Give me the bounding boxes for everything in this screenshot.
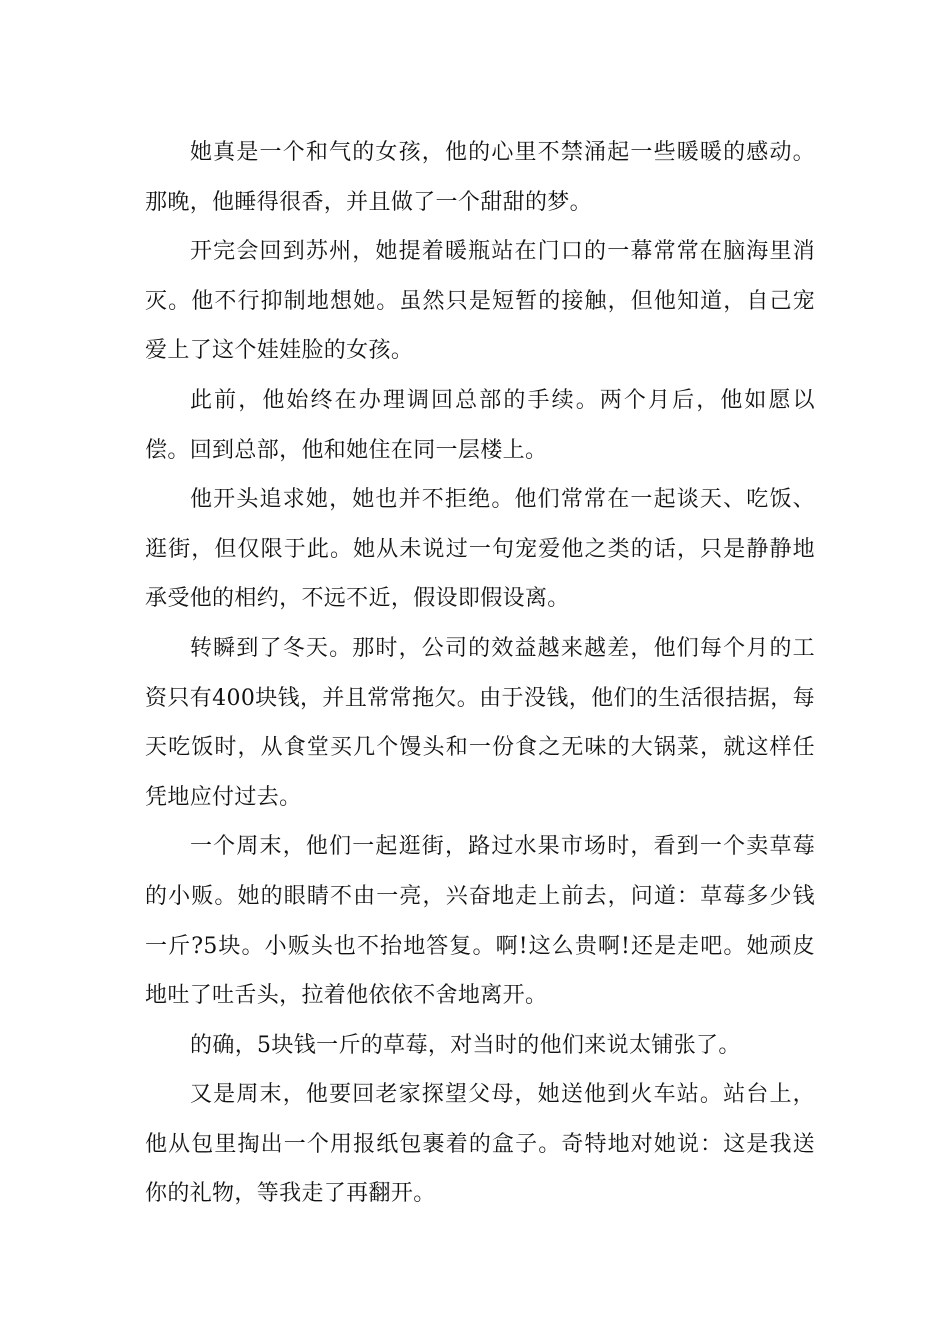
paragraph-7: 的确，5块钱一斤的草莓，对当时的他们来说太铺张了。 (190, 1032, 741, 1058)
document-body (145, 128, 815, 1219)
paragraph-8: 又是周末，他要回老家探望父母，她送他到火车站。站台上，他从包里掏出一个用报纸包裹着的盒子。奇特地对她说：这是我送你的礼物，等我走了再翻开。 (145, 1082, 815, 1207)
paragraph-6: 一个周末，他们一起逛街，路过水果市场时，看到一个卖草莓的小贩。她的眼睛不由一亮，兴奋地走上前去，问道：草莓多少钱一斤?5块。小贩头也不抬地答复。啊!这么贵啊!还是走吧。她顽皮地吐了吐舌头，拉着他依依不舍地离开。 (145, 834, 815, 1009)
paragraph-3: 此前，他始终在办理调回总部的手续。两个月后，他如愿以偿。回到总部，他和她住在同一层楼上。 (145, 387, 815, 463)
paragraph-4: 他开头追求她，她也并不拒绝。他们常常在一起谈天、吃饭、逛街，但仅限于此。她从未说过一句宠爱他之类的话，只是静静地承受他的相约，不远不近，假设即假设离。 (145, 487, 815, 612)
paragraph-1: 她真是一个和气的女孩，他的心里不禁涌起一些暖暖的感动。那晚，他睡得很香，并且做了一个甜甜的梦。 (145, 140, 815, 215)
paragraph-2: 开完会回到苏州，她提着暖瓶站在门口的一幕常常在脑海里消灭。他不行抑制地想她。虽然只是短暂的接触，但他知道，自己宠爱上了这个娃娃脸的女孩。 (145, 239, 815, 364)
paragraph-5: 转瞬到了冬天。那时，公司的效益越来越差，他们每个月的工资只有400块钱，并且常常拖欠。由于没钱，他们的生活很拮据，每天吃饭时，从食堂买几个馒头和一份食之无味的大锅菜，就这样任凭地应付过去。 (145, 635, 815, 810)
